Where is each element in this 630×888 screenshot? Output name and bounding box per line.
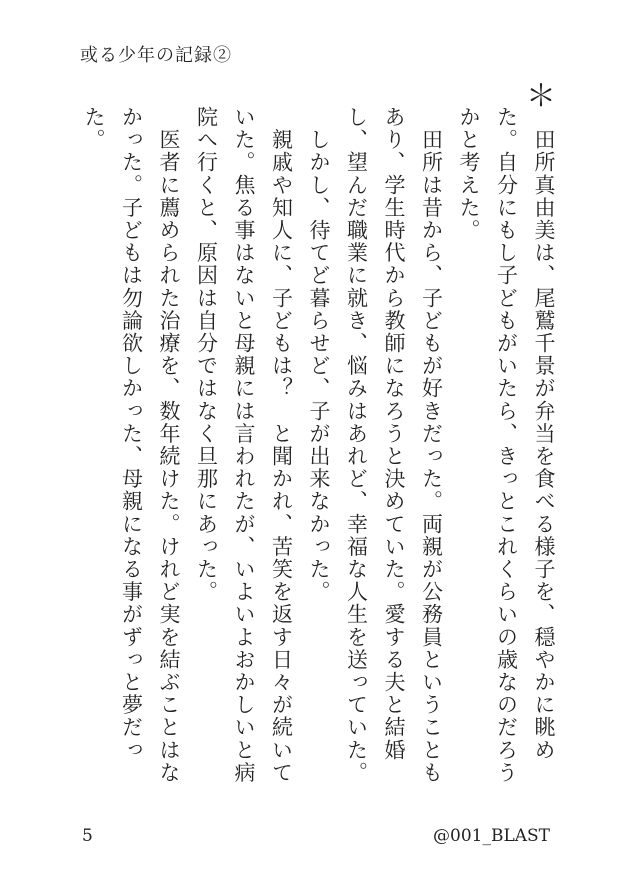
page-number: 5	[82, 826, 93, 846]
vertical-body-text	[70, 106, 562, 806]
paragraph: しかし、待てど暮らせど、子が出来なかった。	[307, 106, 331, 604]
paragraph: 親戚や知人に、子どもは？ と聞かれ、苦笑を返す日々が続いていた。焦る事はないと母親には言われたが、いよいよおかしいと病院へ行くと、原因は自分ではなく旦那にあった。	[194, 106, 294, 784]
paragraph: 医者に薦められた治療を、数年続けた。けれど実を結ぶことはなかった。子どもは勿論欲しかった、母親になる事がずっと夢だった。	[82, 106, 181, 784]
section-separator: ＊	[526, 79, 556, 114]
author-handle: @001_BLAST	[433, 826, 550, 846]
paragraph: 田所は昔から、子どもが好きだった。両親が公務員ということもあり、学生時代から教師になろうと決めていた。愛する夫と結婚し、望んだ職業に就き、悩みはあれど、幸福な人生を送っていた。	[344, 106, 444, 784]
book-title: 或る少年の記録②	[80, 45, 232, 66]
paragraph: 田所真由美は、尾鷲千景が弁当を食べる様子を、穏やかに眺めた。自分にもし子どもがいたら、きっとこれくらいの歳なのだろうかと考えた。	[457, 106, 556, 784]
